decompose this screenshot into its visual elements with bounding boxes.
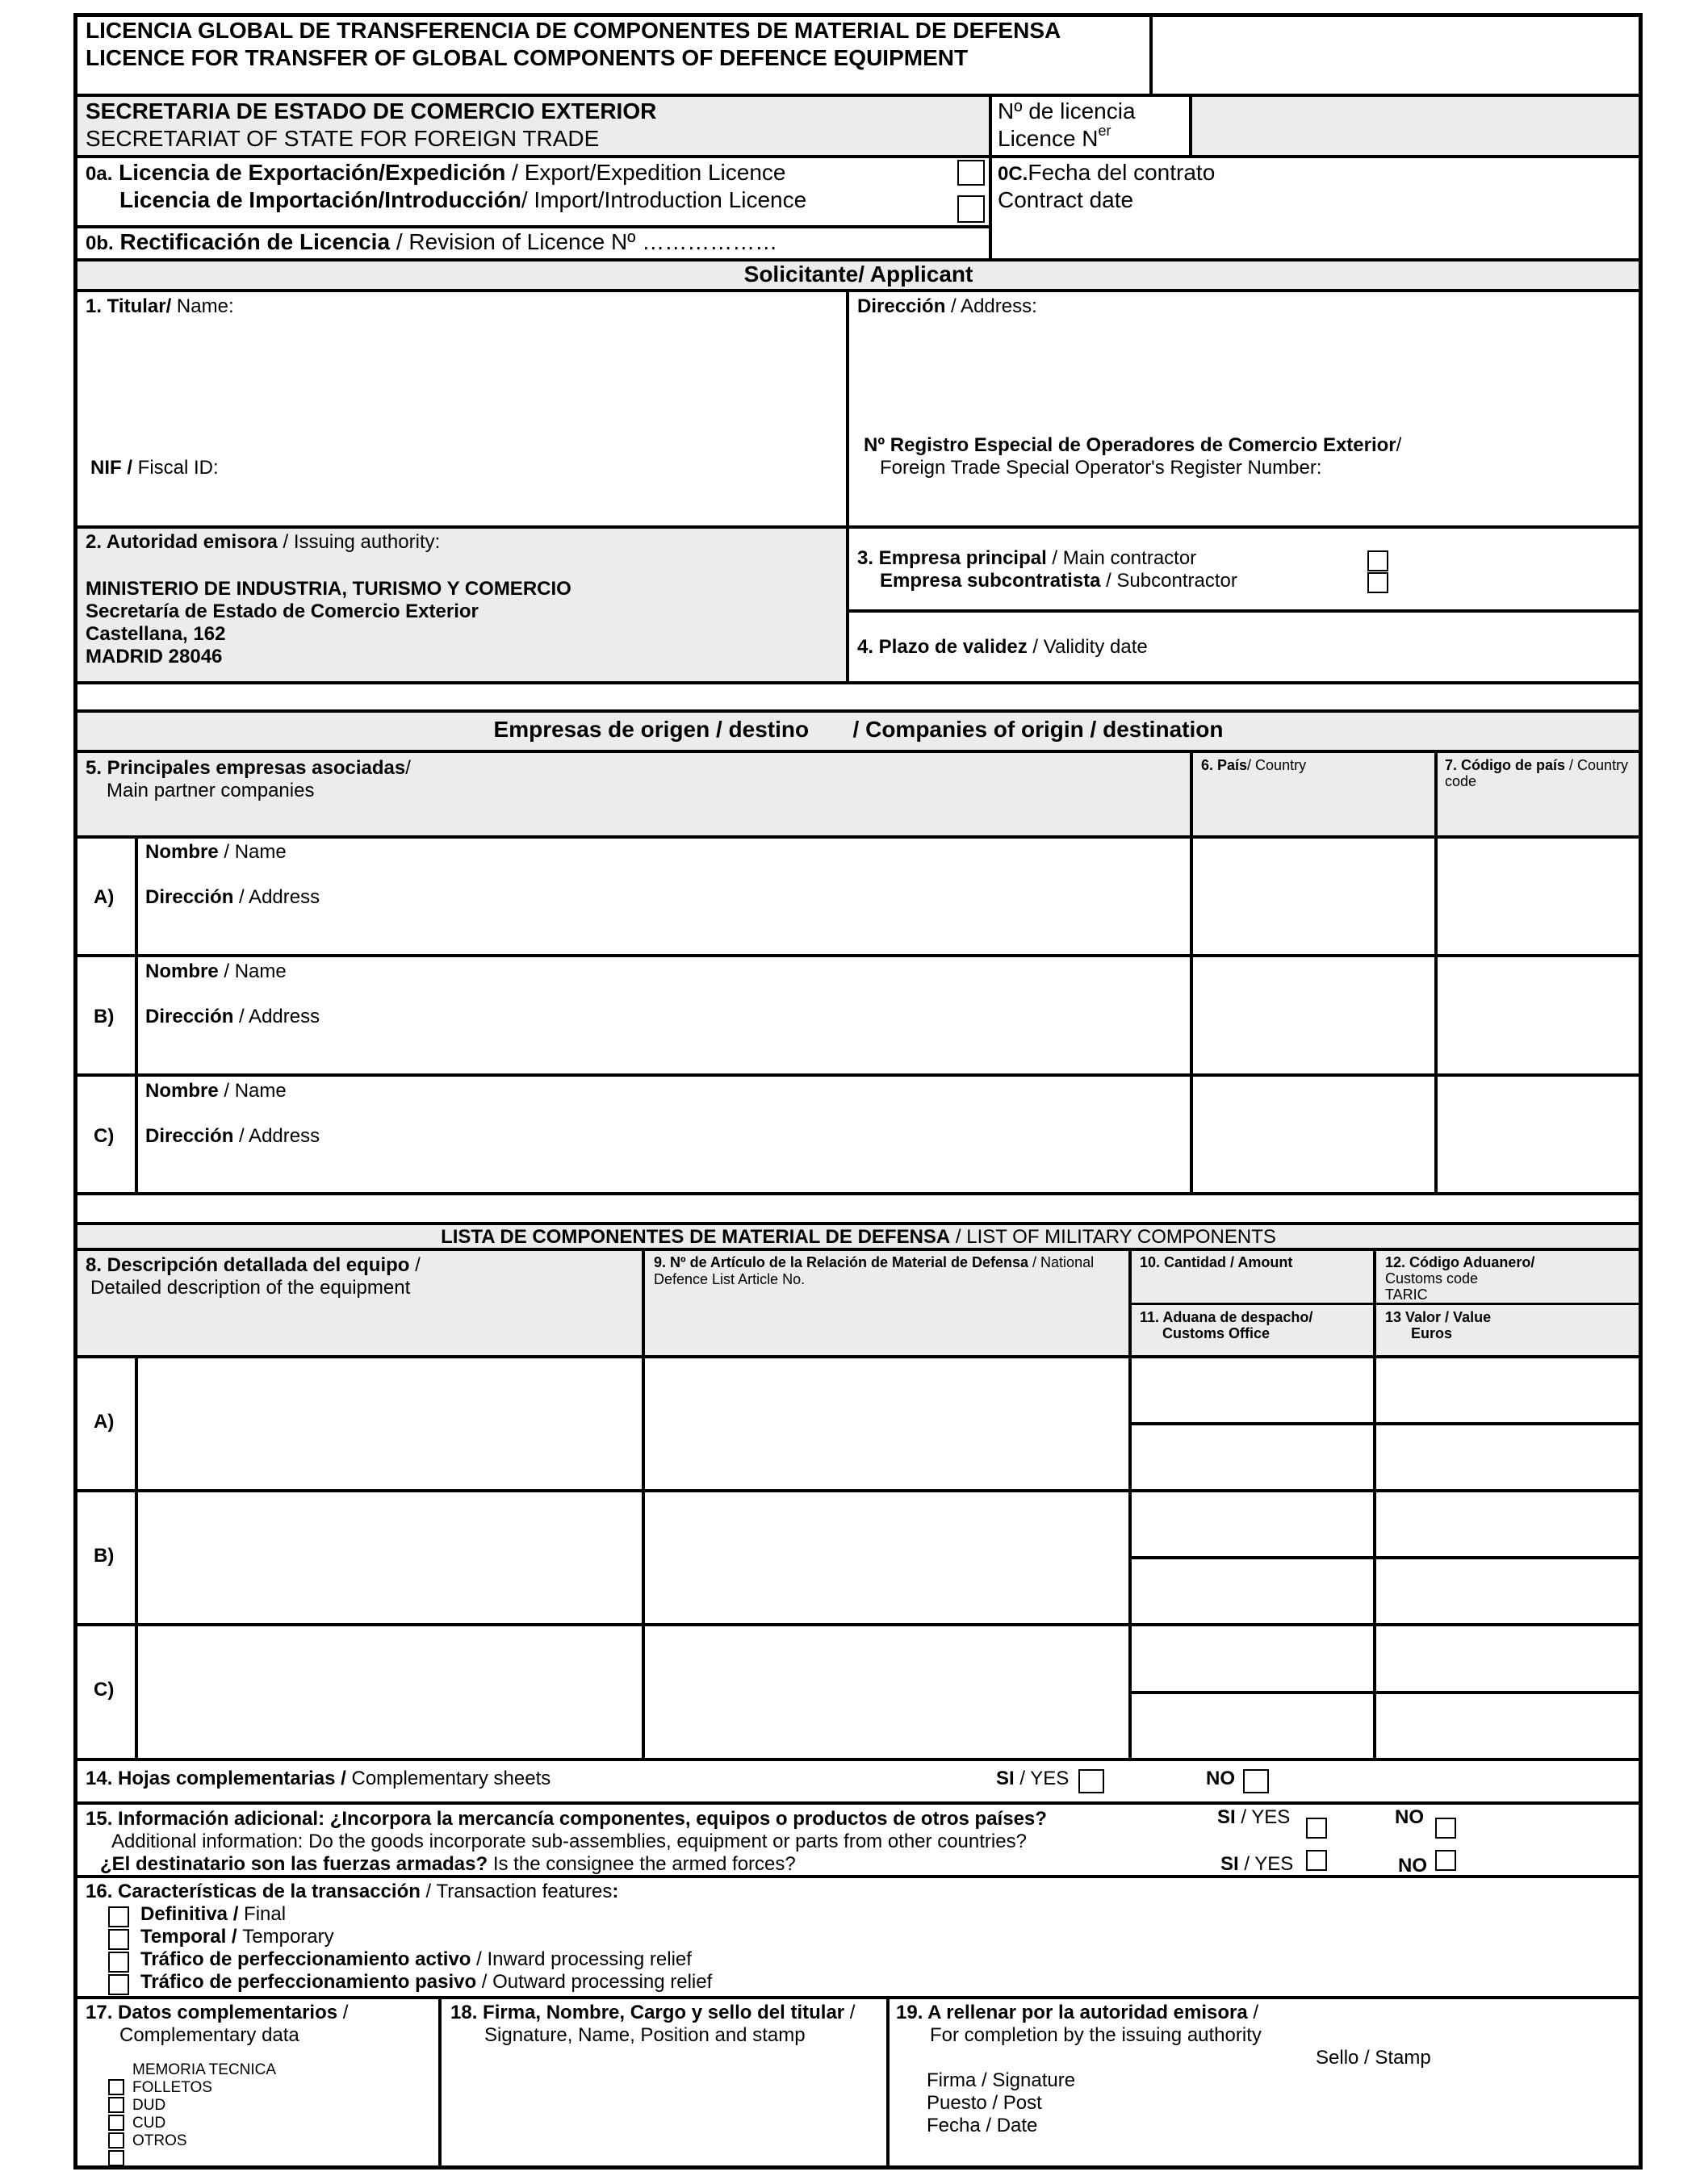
article-label: 9. Nº de Artículo de la Relación de Material de Defensa / National: [654, 1254, 1095, 1270]
partner-companies-label-en: Main partner companies: [107, 780, 315, 801]
value-label-currency: Euros: [1411, 1325, 1453, 1341]
complementary-sheets-no-label: NO: [1206, 1768, 1235, 1789]
country-code-label: 7. Código de país / Country: [1445, 757, 1629, 773]
dud-checkbox[interactable]: [108, 2115, 124, 2131]
register-number-label-en: Foreign Trade Special Operator's Register Number:: [880, 457, 1322, 479]
contract-date-label-en: Contract date: [998, 187, 1134, 212]
issuing-authority-completion-label: 19. A rellenar por la autoridad emisora /: [896, 2002, 1259, 2023]
form-title-en: LICENCE FOR TRANSFER OF GLOBAL COMPONENTS OF DEFENCE EQUIPMENT: [86, 45, 969, 70]
licence-number-label-es: Nº de licencia: [998, 98, 1136, 123]
armed-forces-no-label: NO: [1398, 1855, 1427, 1877]
company-row-letter: A): [94, 886, 115, 908]
additional-info-label: 15. Información adicional: ¿Incorpora la mercancía componentes, equipos o productos de otros países?: [86, 1808, 1047, 1830]
licence-revision: 0b. Rectificación de Licencia / Revision of Licence Nº ………………: [86, 229, 778, 254]
component-row-letter: B): [94, 1545, 115, 1567]
header-blank-field[interactable]: [1154, 18, 1637, 94]
foreign-parts-yes-label: SI / YES: [1217, 1806, 1291, 1828]
company-name-label: Nombre / Name: [145, 1080, 287, 1102]
component-row-letter: C): [94, 1679, 115, 1701]
companies-heading: Empresas de origen / destino / Companies of origin / destination: [493, 717, 1224, 742]
description-label-en: Detailed description of the equipment: [90, 1277, 411, 1299]
foreign-parts-no-label: NO: [1395, 1806, 1424, 1828]
signature-label: 18. Firma, Nombre, Cargo y sello del titular /: [450, 2002, 856, 2023]
authority-line-4: MADRID 28046: [86, 646, 223, 667]
complementary-data-label-en: Complementary data: [119, 2024, 299, 2046]
customs-code-label: 12. Código Aduanero/: [1385, 1254, 1535, 1270]
description-label: 8. Descripción detallada del equipo /: [86, 1254, 421, 1276]
authority-line-3: Castellana, 162: [86, 623, 226, 645]
ministry-en: SECRETARIAT OF STATE FOR FOREIGN TRADE: [86, 126, 600, 151]
technical-report-label: MEMORIA TECNICA: [132, 2061, 277, 2078]
complementary-data-label: 17. Datos complementarios /: [86, 2002, 349, 2023]
armed-forces-yes-label: SI / YES: [1220, 1853, 1294, 1875]
temporary-label: Temporal / Temporary: [140, 1926, 334, 1948]
applicant-heading: Solicitante/ Applicant: [743, 262, 973, 287]
register-number-label-es: Nº Registro Especial de Operadores de Comercio Exterior/: [864, 434, 1402, 456]
company-name-label: Nombre / Name: [145, 841, 287, 863]
partner-companies-label: 5. Principales empresas asociadas/: [86, 757, 411, 779]
ministry-es: SECRETARIA DE ESTADO DE COMERCIO EXTERIOR: [86, 98, 657, 123]
subcontractor-label: Empresa subcontratista / Subcontractor: [880, 570, 1237, 592]
validity-date-label: 4. Plazo de validez / Validity date: [857, 636, 1148, 658]
brochures-checkbox[interactable]: [108, 2097, 124, 2113]
fiscal-id-label: NIF / Fiscal ID:: [90, 457, 219, 479]
customs-code-taric: TARIC: [1385, 1287, 1428, 1303]
inward-processing-checkbox[interactable]: [108, 1952, 129, 1973]
company-row-letter: C): [94, 1125, 115, 1147]
cud-label: CUD: [132, 2115, 166, 2132]
country-label: 6. País/ Country: [1201, 757, 1307, 773]
licence-type-export: 0a. Licencia de Exportación/Expedición / Export/Expedition Licence: [86, 160, 786, 185]
form-title-es: LICENCIA GLOBAL DE TRANSFERENCIA DE COMPONENTES DE MATERIAL DE DEFENSA: [86, 18, 1061, 43]
issuing-authority-completion-label-en: For completion by the issuing authority: [930, 2024, 1262, 2046]
armed-forces-yes-checkbox[interactable]: [1306, 1850, 1327, 1871]
component-row-letter: A): [94, 1411, 115, 1433]
article-label-en: Defence List Article No.: [654, 1271, 806, 1287]
authority-line-2: Secretaría de Estado de Comercio Exterior: [86, 600, 479, 622]
components-heading: LISTA DE COMPONENTES DE MATERIAL DE DEFENSA / LIST OF MILITARY COMPONENTS: [441, 1226, 1276, 1248]
outward-processing-checkbox[interactable]: [108, 1974, 129, 1995]
outward-processing-label: Tráfico de perfeccionamiento pasivo / Outward processing relief: [140, 1971, 713, 1993]
import-checkbox[interactable]: [957, 195, 985, 223]
technical-report-checkbox[interactable]: [108, 2079, 124, 2095]
post-label: Puesto / Post: [927, 2092, 1042, 2114]
complementary-sheets-yes-label: SI / YES: [996, 1768, 1070, 1789]
authority-line-1: MINISTERIO DE INDUSTRIA, TURISMO Y COMERCIO: [86, 578, 571, 600]
issuing-authority-label: 2. Autoridad emisora / Issuing authority:: [86, 531, 441, 553]
value-label: 13 Valor / Value: [1385, 1309, 1492, 1325]
main-contractor-checkbox[interactable]: [1367, 550, 1388, 571]
brochures-label: FOLLETOS: [132, 2079, 212, 2096]
amount-label: 10. Cantidad / Amount: [1140, 1254, 1293, 1270]
customs-office-label: 11. Aduana de despacho/: [1140, 1309, 1313, 1325]
address-label: Dirección / Address:: [857, 295, 1037, 317]
date-label: Fecha / Date: [927, 2115, 1038, 2136]
licence-type-import: Licencia de Importación/Introducción/ Import/Introduction Licence: [119, 187, 807, 212]
cud-checkbox[interactable]: [108, 2132, 124, 2149]
additional-info-label-en: Additional information: Do the goods incorporate sub-assemblies, equipment or parts from other countries?: [111, 1831, 1027, 1852]
dud-label: DUD: [132, 2097, 166, 2114]
company-row-letter: B): [94, 1006, 115, 1027]
contract-date-label-es: 0C.Fecha del contrato: [998, 160, 1216, 185]
temporary-checkbox[interactable]: [108, 1929, 129, 1950]
others-checkbox[interactable]: [108, 2150, 124, 2166]
inward-processing-label: Tráfico de perfeccionamiento activo / Inward processing relief: [140, 1948, 692, 1970]
stamp-label: Sello / Stamp: [1316, 2047, 1431, 2069]
licence-number-label-en: Licence $N^{er}$: [998, 123, 1111, 151]
main-contractor-label: 3. Empresa principal / Main contractor: [857, 547, 1197, 569]
armed-forces-no-checkbox[interactable]: [1435, 1850, 1456, 1871]
transaction-features-label: 16. Características de la transacción / Transaction features:: [86, 1881, 619, 1902]
customs-code-label-en: Customs code: [1385, 1270, 1479, 1287]
subcontractor-checkbox[interactable]: [1367, 572, 1388, 593]
company-address-label: Dirección / Address: [145, 1125, 320, 1147]
foreign-parts-yes-checkbox[interactable]: [1306, 1818, 1327, 1839]
company-address-label: Dirección / Address: [145, 886, 320, 908]
armed-forces-label: ¿El destinatario son las fuerzas armadas? Is the consignee the armed forces?: [100, 1853, 796, 1875]
complementary-sheets-yes-checkbox[interactable]: [1078, 1769, 1104, 1793]
holder-label: 1. Titular/ Name:: [86, 295, 234, 317]
complementary-sheets-label: 14. Hojas complementarias / Complementary sheets: [86, 1768, 551, 1789]
country-code-label-2: code: [1445, 773, 1477, 789]
foreign-parts-no-checkbox[interactable]: [1435, 1818, 1456, 1839]
authority-signature-label: Firma / Signature: [927, 2069, 1076, 2091]
final-label: Definitiva / Final: [140, 1903, 287, 1925]
company-address-label: Dirección / Address: [145, 1006, 320, 1027]
signature-label-en: Signature, Name, Position and stamp: [484, 2024, 806, 2046]
customs-office-label-en: Customs Office: [1162, 1325, 1271, 1341]
company-name-label: Nombre / Name: [145, 960, 287, 982]
complementary-sheets-no-checkbox[interactable]: [1243, 1769, 1269, 1793]
licence-number-field[interactable]: [1195, 98, 1637, 153]
export-checkbox[interactable]: [957, 160, 985, 186]
others-label: OTROS: [132, 2132, 187, 2149]
final-checkbox[interactable]: [108, 1906, 129, 1927]
